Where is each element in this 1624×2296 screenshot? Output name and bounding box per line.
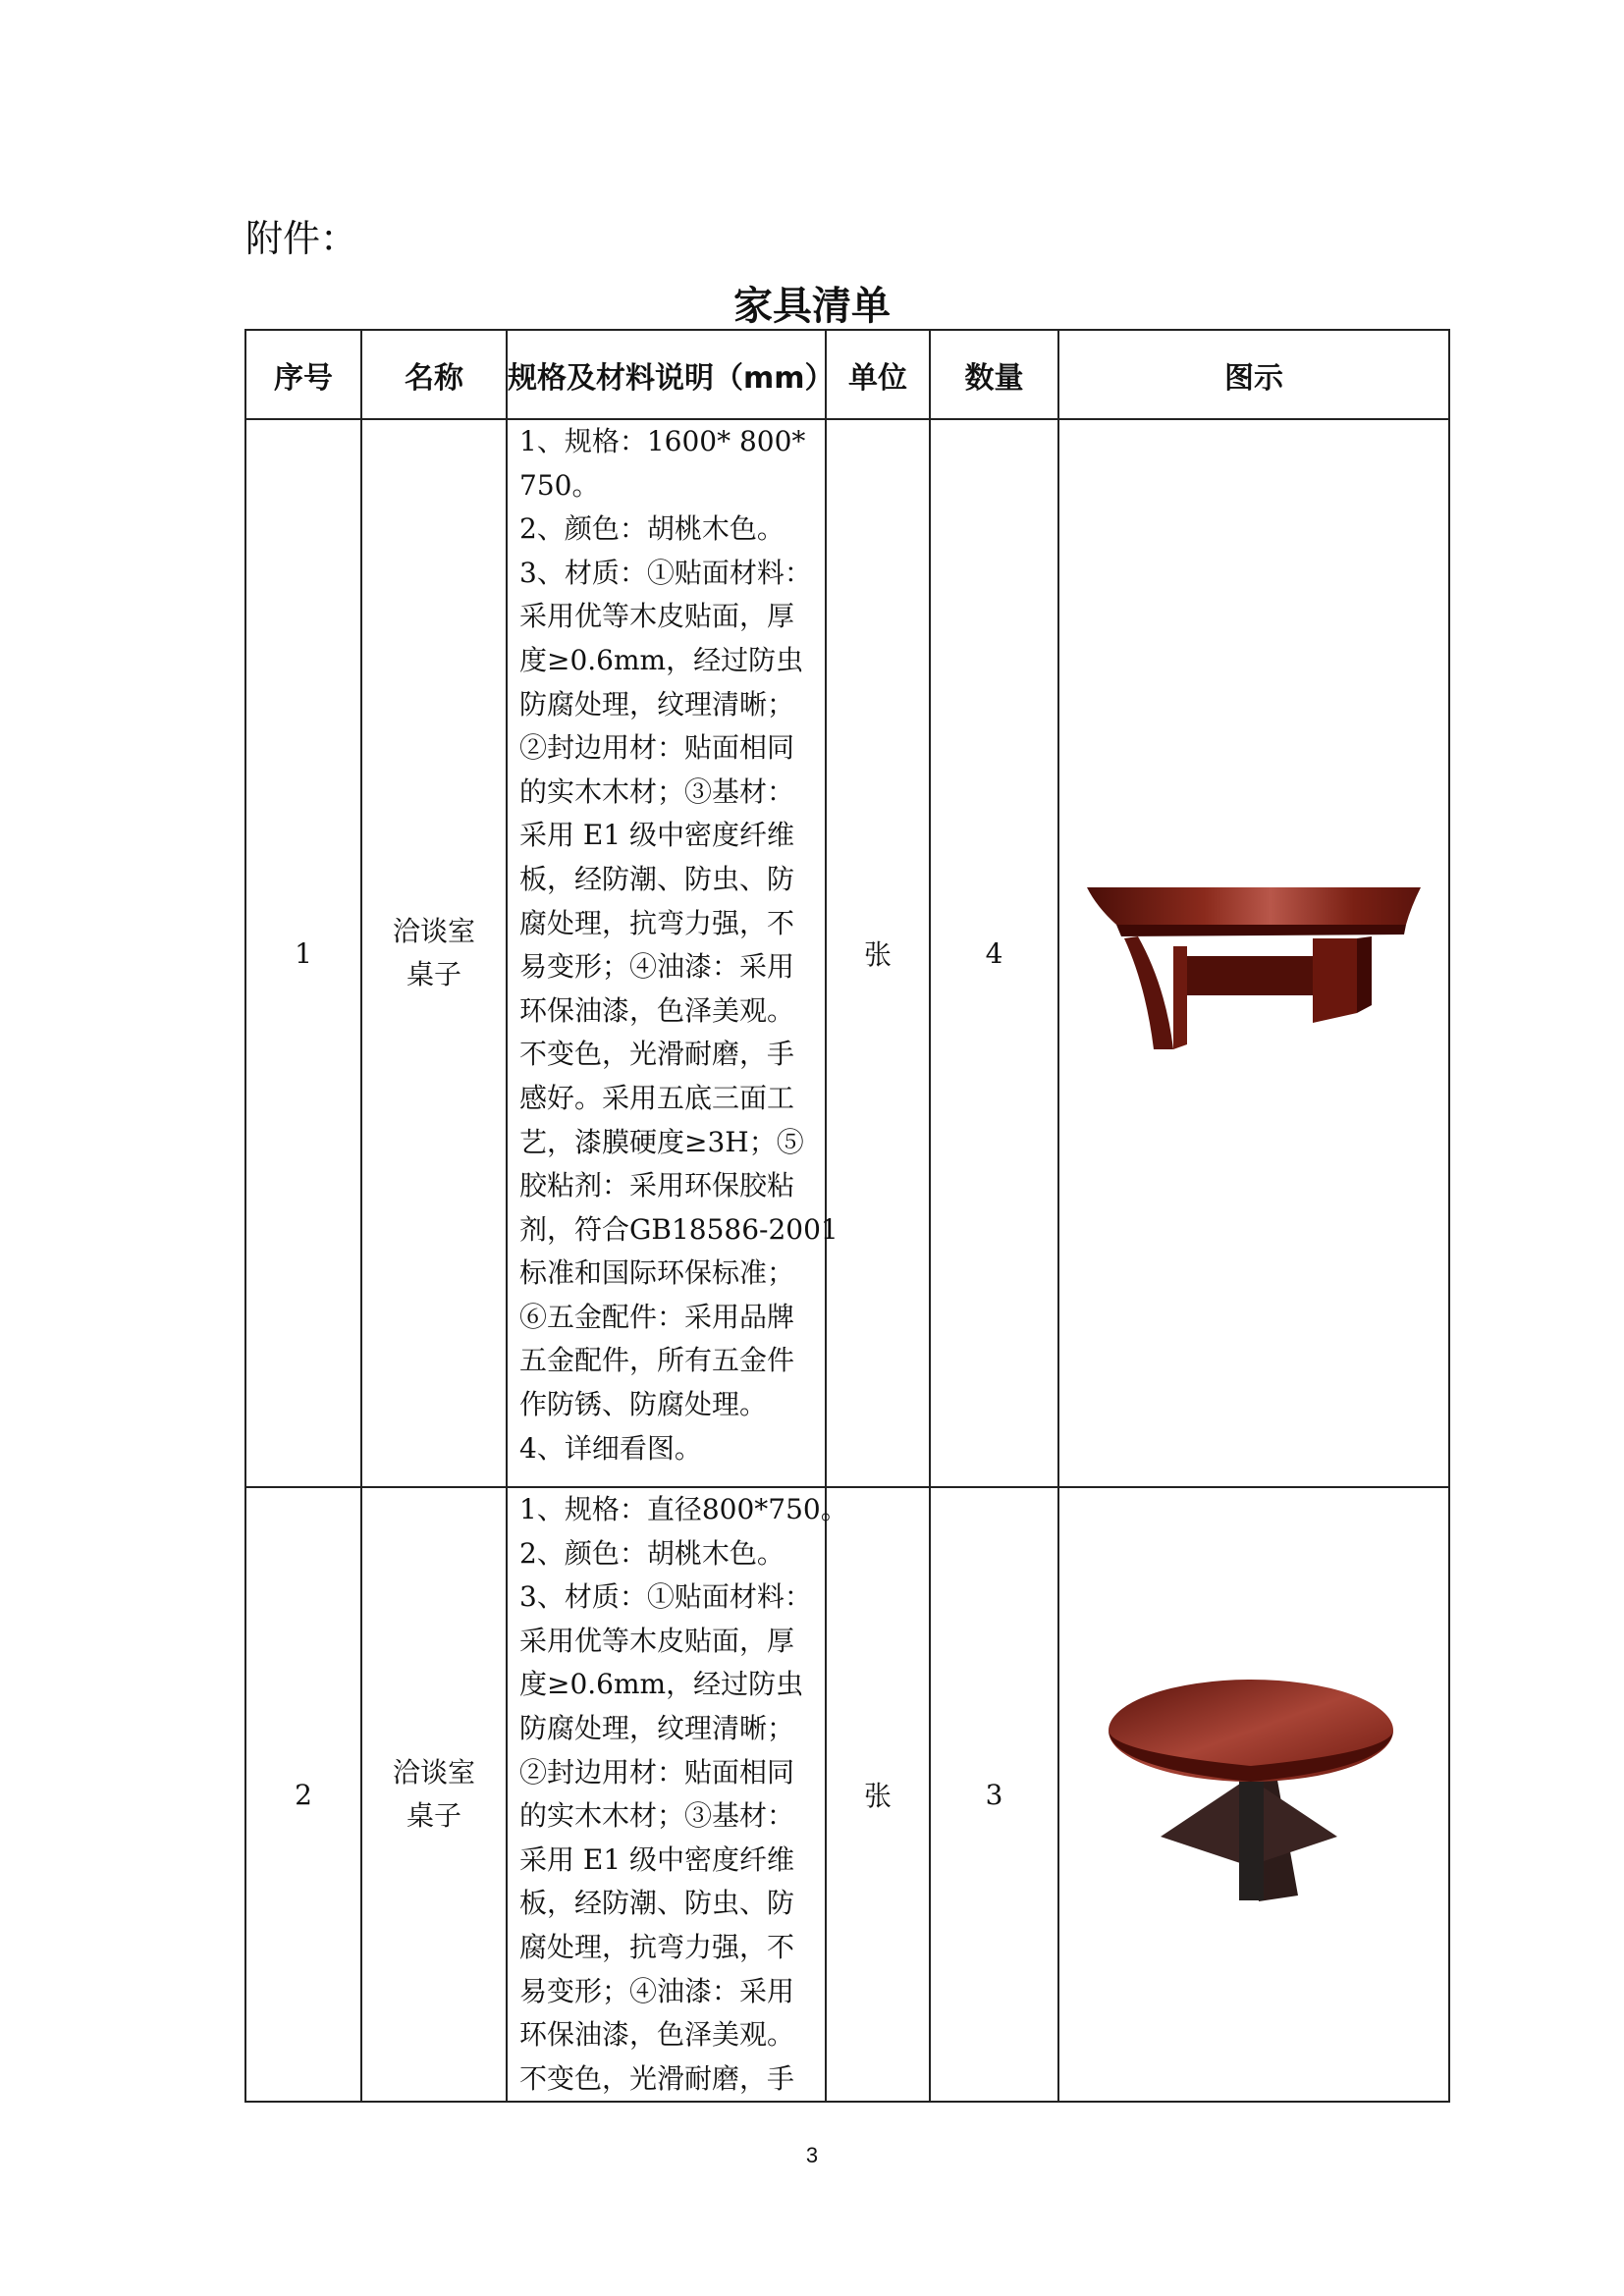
round-conference-table-photo-icon (1102, 1670, 1406, 1915)
row-qty: 3 (930, 1487, 1058, 2102)
spec-line: 2、颜色：胡桃木色。 (519, 1536, 785, 1570)
spec-line: 作防锈、防腐处理。 (519, 1388, 768, 1421)
page-number: 3 (805, 2143, 819, 2167)
spec-line: 防腐处理，纹理清晰； (519, 1711, 795, 1744)
spec-line: 2、颜色：胡桃木色。 (519, 512, 785, 546)
furniture-table (244, 329, 1450, 2103)
spec-line: 环保油漆，色泽美观。 (519, 993, 795, 1027)
spec-line: 不变色，光滑耐磨，手 (519, 1038, 795, 1071)
spec-line: ②封边用材：贴面相同 (519, 731, 795, 765)
row-name (361, 1487, 507, 2102)
spec-line: ②封边用材：贴面相同 (519, 1755, 795, 1789)
row-spec (507, 419, 839, 1487)
spec-line: 1、规格：直径800*750。 (519, 1493, 848, 1525)
table-row (245, 1487, 1449, 2102)
spec-line: 度≥0.6mm，经过防虫 (519, 643, 804, 676)
spec-line: 板，经防潮、防虫、防 (519, 1887, 795, 1920)
spec-line: 剂，符合GB18586-2001 (519, 1212, 839, 1246)
spec-line: 艺，漆膜硬度≥3H；⑤ (519, 1125, 804, 1158)
spec-line: 的实木木材；③基材： (519, 1799, 795, 1833)
attachment-label: 附件： (245, 217, 358, 260)
spec-line: 4、详细看图。 (519, 1431, 702, 1465)
spec-lines (519, 420, 839, 1470)
spec-line: 3、材质：①贴面材料： (519, 556, 812, 589)
row-unit: 张 (826, 419, 930, 1487)
spec-line: 防腐处理，纹理清晰； (519, 687, 795, 721)
spec-line: 的实木木材；③基材： (519, 774, 795, 808)
header-no: 序号 (245, 330, 361, 419)
spec-line: 板，经防潮、防虫、防 (519, 862, 795, 895)
row-spec (507, 1487, 848, 2102)
row-no: 1 (245, 419, 361, 1487)
header-name: 名称 (361, 330, 507, 419)
row-name-line: 桌子 (406, 958, 461, 990)
header-spec: 规格及材料说明（mm） (507, 330, 826, 419)
row-unit: 张 (826, 1487, 930, 2102)
spec-line: 采用 E1 级中密度纤维 (519, 819, 795, 852)
spec-line: 不变色，光滑耐磨，手 (519, 2061, 795, 2095)
spec-line: 采用优等木皮贴面，厚 (519, 600, 795, 633)
row-name-line: 洽谈室 (392, 915, 475, 947)
row-image (1058, 1487, 1449, 2102)
rectangular-conference-table-photo-icon (1077, 848, 1431, 1054)
spec-line: 3、材质：①贴面材料： (519, 1580, 812, 1614)
spec-line: 腐处理，抗弯力强，不 (519, 906, 795, 939)
spec-line: 易变形；④油漆：采用 (519, 1974, 795, 2007)
spec-line: 易变形；④油漆：采用 (519, 950, 795, 984)
header-image: 图示 (1058, 330, 1449, 419)
spec-line: 采用优等木皮贴面，厚 (519, 1624, 795, 1657)
spec-line: ⑥五金配件：采用品牌 (519, 1300, 795, 1333)
spec-line: 度≥0.6mm，经过防虫 (519, 1668, 804, 1701)
document-title: 家具清单 (733, 283, 891, 329)
header-unit: 单位 (826, 330, 930, 419)
row-name-line: 洽谈室 (392, 1756, 475, 1789)
spec-line: 采用 E1 级中密度纤维 (519, 1842, 795, 1876)
header-qty: 数量 (930, 330, 1058, 419)
row-name (361, 419, 507, 1487)
spec-line: 感好。采用五底三面工 (519, 1081, 795, 1114)
spec-lines (519, 1488, 848, 2101)
row-name-line: 桌子 (406, 1799, 461, 1833)
table-header-row (245, 330, 1449, 419)
spec-line: 750。 (519, 468, 600, 502)
spec-line: 标准和国际环保标准； (519, 1256, 795, 1290)
spec-line: 腐处理，抗弯力强，不 (519, 1930, 795, 1963)
spec-line: 环保油漆，色泽美观。 (519, 2018, 795, 2052)
spec-line: 胶粘剂：采用环保胶粘 (519, 1169, 795, 1202)
row-no: 2 (245, 1487, 361, 2102)
row-image (1058, 419, 1449, 1487)
spec-line: 五金配件，所有五金件 (519, 1344, 795, 1377)
table-row (245, 419, 1449, 1487)
spec-line: 1、规格：1600* 800* (519, 425, 806, 457)
row-qty: 4 (930, 419, 1058, 1487)
